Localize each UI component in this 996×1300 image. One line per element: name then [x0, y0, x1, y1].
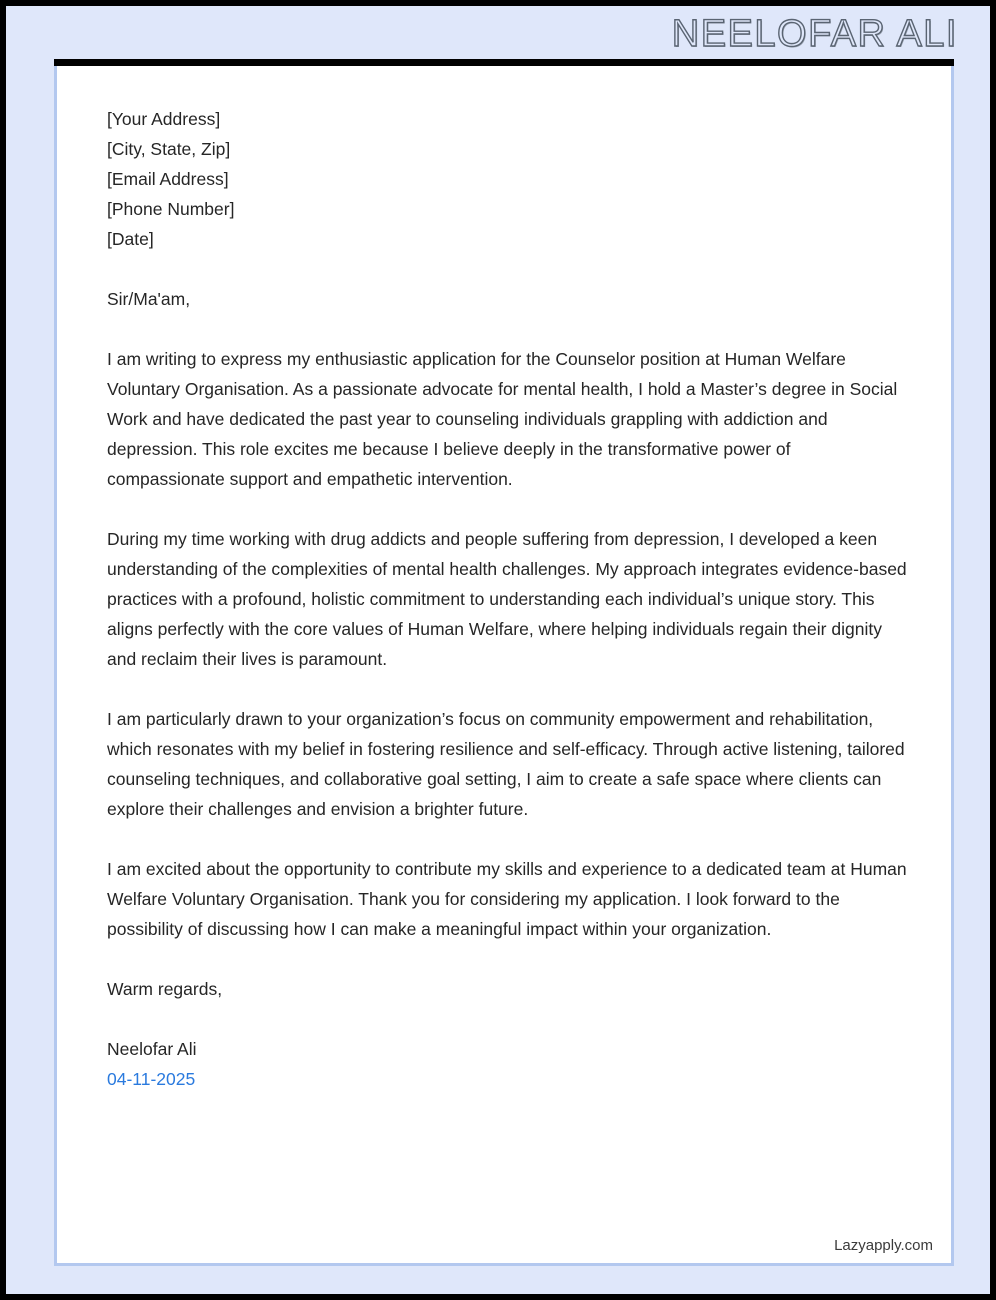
spacer-after-paragraph-4 — [107, 944, 907, 974]
letter-sheet — [54, 66, 954, 1266]
applicant-name-header: NEELOFAR ALI — [671, 13, 958, 55]
spacer-after-address — [107, 254, 907, 284]
header-name-band — [6, 6, 996, 62]
spacer-after-paragraph-3 — [107, 824, 907, 854]
salutation: Sir/Ma'am, — [107, 289, 191, 309]
address-line-4: [Phone Number] — [107, 199, 235, 219]
address-line-2: [City, State, Zip] — [107, 139, 231, 159]
closing-salutation: Warm regards, — [107, 979, 223, 999]
signature-name: Neelofar Ali — [107, 1039, 197, 1059]
spacer-after-paragraph-1 — [107, 494, 907, 524]
footer-brand-watermark: Lazyapply.com — [834, 1237, 933, 1254]
spacer-after-closing — [107, 1004, 907, 1034]
address-line-5: [Date] — [107, 229, 154, 249]
spacer-after-paragraph-2 — [107, 674, 907, 704]
paragraph-1: I am writing to express my enthusiastic application for the Counselor position at Human Welfare Voluntary Organisation. As a passionate advocate for mental health, I hold a Master’s degree in Social Work and have dedicated the past year to counseling individuals grappling with addiction and depression. This role excites me because I believe deeply in the transformative power of compassionate support and empathetic intervention. — [107, 349, 898, 489]
sender-address-block — [107, 104, 907, 254]
paragraph-2: During my time working with drug addicts and people suffering from depression, I developed a keen understanding of the complexities of mental health challenges. My approach integrates evidence-based practices with a profound, holistic commitment to understanding each individual’s unique story. This aligns perfectly with the core values of Human Welfare, where helping individuals regain their dignity and reclaim their lives is paramount. — [107, 529, 907, 669]
address-line-1: [Your Address] — [107, 109, 221, 129]
spacer-after-salutation — [107, 314, 907, 344]
signature-date: 04-11-2025 — [107, 1069, 196, 1089]
paragraph-3: I am particularly drawn to your organization’s focus on community empowerment and rehabilitation, which resonates with my belief in fostering resilience and self-efficacy. Through active listening, tailored counseling techniques, and collaborative goal setting, I aim to create a safe space where clients can explore their challenges and envision a brighter future. — [107, 709, 905, 819]
address-line-3: [Email Address] — [107, 169, 229, 189]
header-divider-rule — [54, 59, 954, 66]
paragraph-4: I am excited about the opportunity to contribute my skills and experience to a dedicated team at Human Welfare Voluntary Organisation. Thank you for considering my application. I look forward to the possibility of discussing how I can make a meaningful impact within your organization. — [107, 859, 907, 939]
letter-body — [107, 104, 907, 1094]
